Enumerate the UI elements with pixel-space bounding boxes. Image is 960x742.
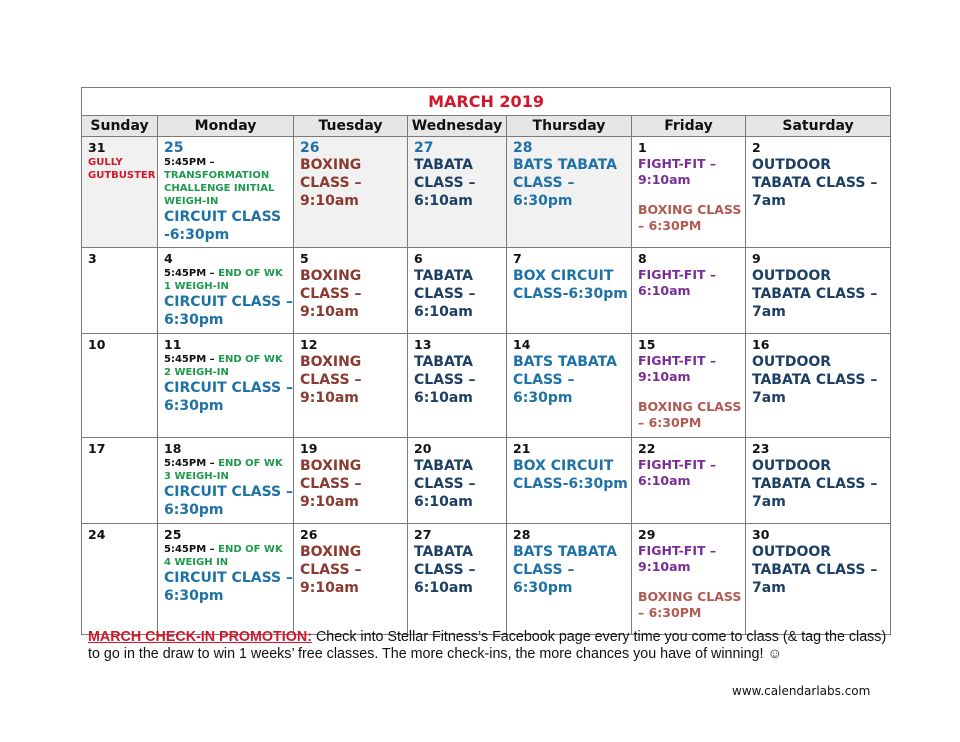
event-text: TABATA CLASS – 6:10am	[414, 458, 476, 510]
event-entry	[638, 399, 745, 431]
event-text: BOXING CLASS – 9:10am	[300, 157, 362, 209]
event-text: CIRCUIT CLASS – 6:30pm	[164, 484, 293, 518]
day-cell	[507, 438, 632, 524]
day-cell	[507, 524, 632, 635]
event-entry	[164, 379, 293, 415]
day-number: 2	[752, 140, 761, 155]
weekday-friday: Friday	[632, 116, 746, 137]
event-text: BOXING CLASS – 9:10am	[300, 354, 362, 406]
event-text: TABATA CLASS – 6:10am	[414, 544, 476, 596]
event-time: 5:45PM –	[164, 157, 215, 168]
promotion-heading: MARCH CHECK-IN PROMOTION:	[88, 629, 312, 645]
event-entry	[638, 202, 745, 234]
event-entry	[638, 589, 745, 621]
calendar-title: MARCH 2019	[82, 88, 891, 116]
day-cell	[82, 248, 158, 334]
day-number: 11	[164, 337, 182, 352]
event-entry	[300, 353, 407, 407]
day-number: 26	[300, 140, 320, 156]
promotion-body: Check into Stellar Fitness’s Facebook page every time you come to class (& tag the class) to go in the draw to win 1 weeks’ free classes. The more check-ins, the more chances you have of winning! ☺	[88, 629, 887, 662]
event-text: BATS TABATA CLASS – 6:30pm	[513, 157, 617, 209]
event-time: 5:45PM –	[164, 354, 219, 365]
event-entry	[513, 457, 631, 493]
day-number: 7	[513, 251, 522, 266]
spacer	[638, 188, 745, 202]
weekday-monday: Monday	[158, 116, 294, 137]
event-text: BOX CIRCUIT CLASS-6:30pm	[513, 268, 628, 302]
day-number: 23	[752, 441, 770, 456]
day-number: 27	[414, 527, 432, 542]
day-number: 10	[88, 337, 106, 352]
day-cell	[507, 248, 632, 334]
event-entry	[414, 457, 506, 511]
event-text: END OF WK 1 WEIGH-IN	[164, 268, 283, 292]
week-row	[82, 524, 891, 635]
event-text: CIRCUIT CLASS – 6:30pm	[164, 570, 293, 604]
event-text: END OF WK 4 WEIGH IN	[164, 544, 283, 568]
event-entry	[88, 156, 157, 182]
day-number: 22	[638, 441, 656, 456]
day-cell	[408, 438, 507, 524]
day-cell	[507, 334, 632, 438]
promotion-note	[88, 629, 888, 663]
event-text: TABATA CLASS – 6:10am	[414, 268, 476, 320]
day-cell	[632, 137, 746, 248]
event-entry	[752, 457, 890, 511]
event-text: FIGHT-FIT – 6:10am	[638, 457, 717, 488]
event-text: TRANSFORMATION CHALLENGE INITIAL WEIGH-IN	[164, 170, 275, 207]
event-entry	[164, 543, 293, 569]
event-entry	[414, 353, 506, 407]
day-number: 26	[300, 527, 318, 542]
weekday-thursday: Thursday	[507, 116, 632, 137]
day-cell	[746, 137, 891, 248]
week-row	[82, 438, 891, 524]
event-entry	[164, 569, 293, 605]
week-row	[82, 137, 891, 248]
day-cell	[408, 334, 507, 438]
day-cell	[158, 524, 294, 635]
day-cell	[408, 137, 507, 248]
day-number: 30	[752, 527, 770, 542]
day-cell	[158, 248, 294, 334]
footer-site: www.calendarlabs.com	[732, 684, 871, 698]
day-cell	[82, 524, 158, 635]
event-entry	[752, 156, 890, 210]
day-cell	[294, 248, 408, 334]
event-entry	[752, 353, 890, 407]
event-text: OUTDOOR TABATA CLASS – 7am	[752, 544, 878, 596]
event-text: FIGHT-FIT – 9:10am	[638, 543, 717, 574]
calendar-table	[81, 87, 891, 635]
event-text: BOXING CLASS – 9:10am	[300, 268, 362, 320]
event-entry	[513, 543, 631, 597]
day-number: 25	[164, 527, 182, 542]
day-cell	[632, 334, 746, 438]
day-cell	[82, 137, 158, 248]
event-text: OUTDOOR TABATA CLASS – 7am	[752, 157, 878, 209]
weekday-tuesday: Tuesday	[294, 116, 408, 137]
event-text: CIRCUIT CLASS – 6:30pm	[164, 380, 293, 414]
day-cell	[294, 334, 408, 438]
day-cell	[632, 438, 746, 524]
day-number: 13	[414, 337, 432, 352]
event-entry	[638, 543, 745, 575]
event-entry	[164, 267, 293, 293]
event-entry	[752, 267, 890, 321]
day-number: 21	[513, 441, 531, 456]
event-text: TABATA CLASS – 6:10am	[414, 157, 476, 209]
day-number: 8	[638, 251, 647, 266]
event-text: BOXING CLASS – 9:10am	[300, 544, 362, 596]
weekday-saturday: Saturday	[746, 116, 891, 137]
day-number: 3	[88, 251, 97, 266]
day-cell	[632, 248, 746, 334]
day-cell	[158, 137, 294, 248]
day-cell	[746, 524, 891, 635]
event-entry	[300, 156, 407, 210]
event-entry	[164, 483, 293, 519]
event-text: CIRCUIT CLASS -6:30pm	[164, 209, 282, 243]
event-entry	[638, 457, 745, 489]
event-text: FIGHT-FIT – 9:10am	[638, 156, 717, 187]
event-text: FIGHT-FIT – 6:10am	[638, 267, 717, 298]
event-text: FIGHT-FIT – 9:10am	[638, 353, 717, 384]
day-number: 29	[638, 527, 656, 542]
day-number: 15	[638, 337, 656, 352]
event-text: OUTDOOR TABATA CLASS – 7am	[752, 458, 878, 510]
week-row	[82, 248, 891, 334]
day-cell	[408, 524, 507, 635]
event-text: BOXING CLASS – 6:30PM	[638, 399, 742, 430]
event-entry	[414, 156, 506, 210]
weekday-sunday: Sunday	[82, 116, 158, 137]
day-number: 16	[752, 337, 770, 352]
day-cell	[294, 438, 408, 524]
event-text: BATS TABATA CLASS – 6:30pm	[513, 354, 617, 406]
day-number: 25	[164, 140, 184, 156]
event-entry	[513, 156, 631, 210]
calendar-body	[82, 137, 891, 635]
day-cell	[507, 137, 632, 248]
day-number: 27	[414, 140, 434, 156]
event-text: BOXING CLASS – 6:30PM	[638, 589, 742, 620]
day-cell	[158, 334, 294, 438]
event-text: GULLY GUTBUSTER	[88, 157, 156, 181]
event-text: CIRCUIT CLASS – 6:30pm	[164, 294, 293, 328]
day-cell	[746, 438, 891, 524]
day-cell	[294, 524, 408, 635]
weekday-wednesday: Wednesday	[408, 116, 507, 137]
day-number: 12	[300, 337, 318, 352]
day-number: 14	[513, 337, 531, 352]
event-entry	[300, 543, 407, 597]
event-entry	[164, 208, 293, 244]
event-entry	[164, 353, 293, 379]
event-entry	[164, 156, 293, 208]
event-entry	[513, 267, 631, 303]
day-cell	[408, 248, 507, 334]
event-entry	[414, 267, 506, 321]
day-number: 6	[414, 251, 423, 266]
event-entry	[513, 353, 631, 407]
spacer	[638, 575, 745, 589]
event-entry	[164, 457, 293, 483]
day-number: 31	[88, 140, 106, 155]
day-cell	[82, 438, 158, 524]
event-text: END OF WK 3 WEIGH-IN	[164, 458, 283, 482]
event-text: END OF WK 2 WEIGH-IN	[164, 354, 283, 378]
day-number: 18	[164, 441, 182, 456]
day-number: 9	[752, 251, 761, 266]
event-text: BATS TABATA CLASS – 6:30pm	[513, 544, 617, 596]
day-cell	[82, 334, 158, 438]
day-number: 17	[88, 441, 106, 456]
day-number: 20	[414, 441, 432, 456]
event-entry	[638, 353, 745, 385]
week-row	[82, 334, 891, 438]
event-time: 5:45PM –	[164, 268, 219, 279]
day-number: 19	[300, 441, 318, 456]
day-number: 24	[88, 527, 106, 542]
day-cell	[632, 524, 746, 635]
day-cell	[294, 137, 408, 248]
event-text: BOX CIRCUIT CLASS-6:30pm	[513, 458, 628, 492]
spacer	[638, 385, 745, 399]
event-text: TABATA CLASS – 6:10am	[414, 354, 476, 406]
event-entry	[300, 457, 407, 511]
event-entry	[414, 543, 506, 597]
event-entry	[300, 267, 407, 321]
event-text: BOXING CLASS – 9:10am	[300, 458, 362, 510]
day-number: 1	[638, 140, 647, 155]
event-time: 5:45PM –	[164, 458, 219, 469]
day-number: 5	[300, 251, 309, 266]
event-text: OUTDOOR TABATA CLASS – 7am	[752, 268, 878, 320]
event-text: BOXING CLASS – 6:30PM	[638, 202, 742, 233]
weekday-header-row	[82, 116, 891, 137]
event-entry	[752, 543, 890, 597]
event-text: OUTDOOR TABATA CLASS – 7am	[752, 354, 878, 406]
day-cell	[158, 438, 294, 524]
day-number: 28	[513, 140, 533, 156]
day-number: 28	[513, 527, 531, 542]
event-entry	[638, 156, 745, 188]
event-entry	[164, 293, 293, 329]
day-number: 4	[164, 251, 173, 266]
event-time: 5:45PM –	[164, 544, 219, 555]
event-entry	[638, 267, 745, 299]
day-cell	[746, 248, 891, 334]
day-cell	[746, 334, 891, 438]
